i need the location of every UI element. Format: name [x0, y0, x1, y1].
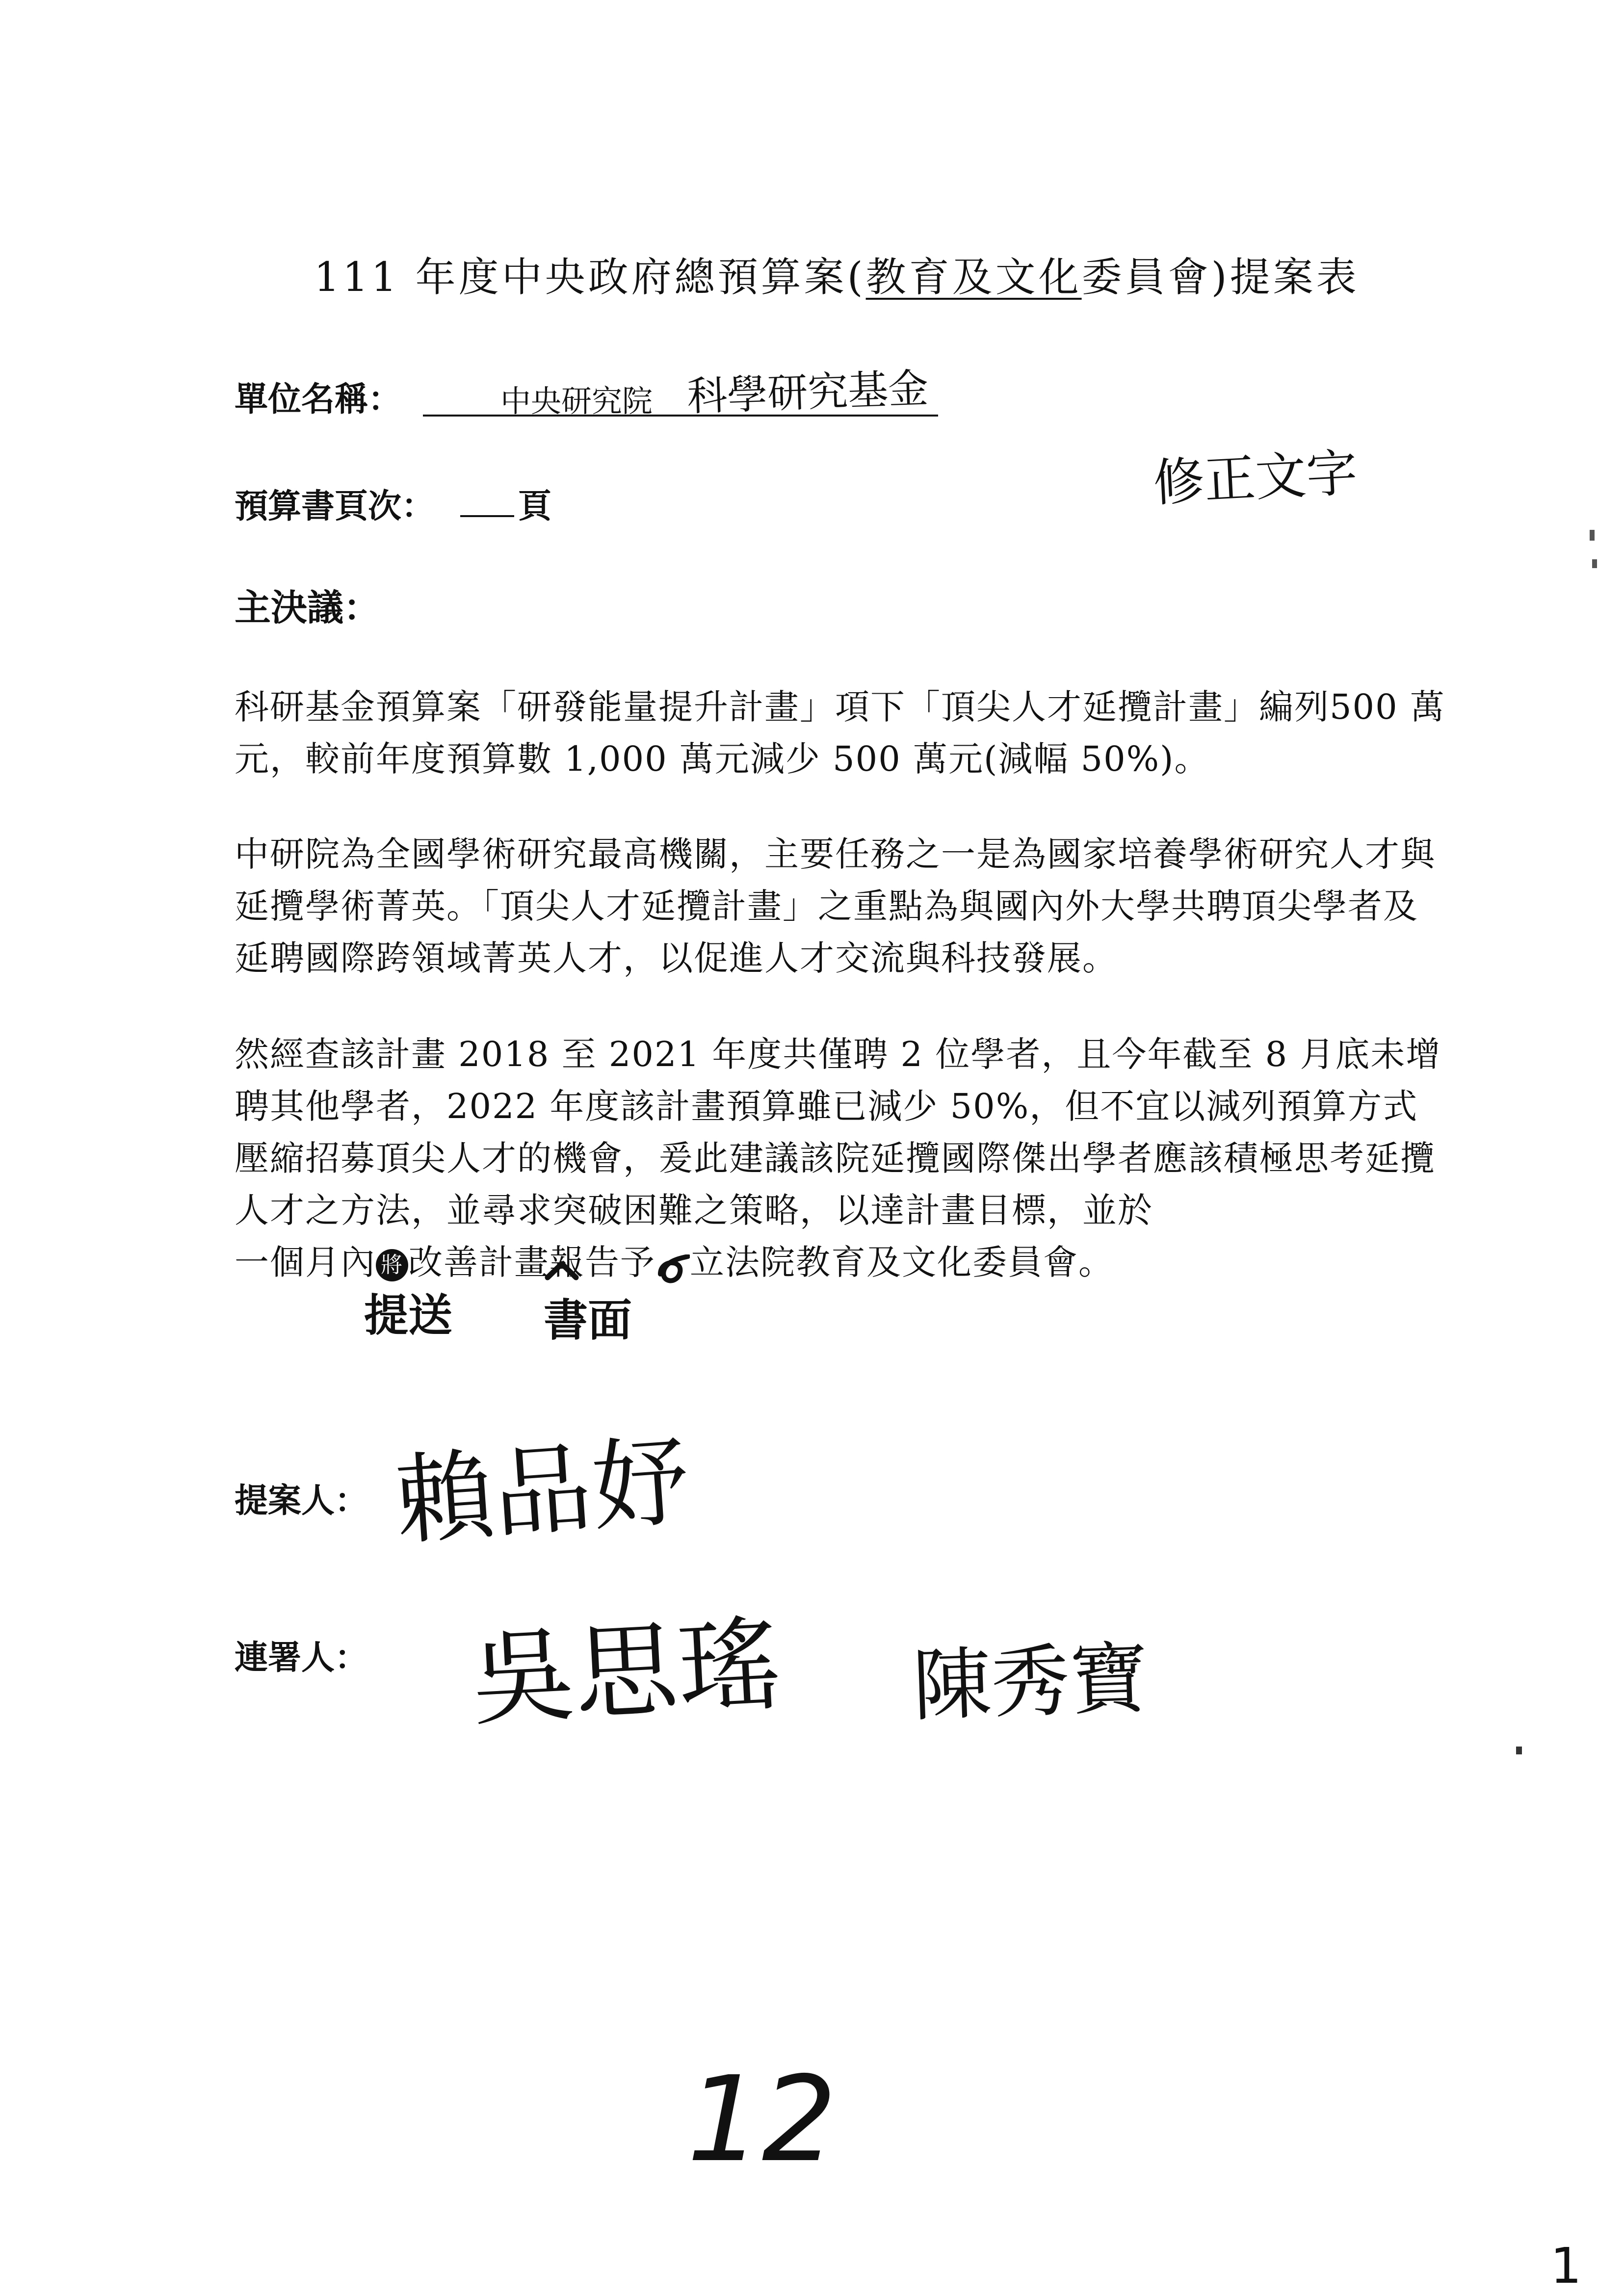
circled-insertion-mark: 將 [376, 1249, 408, 1281]
cosigner-signature-1: 吳思瑤 [468, 1604, 784, 1741]
scan-speckle [1516, 1747, 1522, 1754]
last-line-end: 立法院教育及文化委員會。 [690, 1242, 1114, 1282]
page-ref-label: 預算書頁次： [235, 487, 435, 526]
scan-speckle [1590, 530, 1595, 541]
paragraph-3 [235, 1028, 1451, 1288]
deletion-loop-mark [655, 1249, 690, 1281]
proposer-label: 提案人： [235, 1481, 368, 1520]
page-ref-blank [460, 515, 514, 517]
paragraph-1 [235, 681, 1451, 785]
form-title [314, 245, 1360, 303]
title-committee: 教育及文化 [865, 254, 1082, 301]
corner-mark: 1 [1550, 2237, 1582, 2295]
unit-printed-value: 中央研究院 [500, 383, 653, 419]
unit-label: 單位名稱： [235, 380, 402, 419]
insert-annotation-1: 提送 [364, 1290, 452, 1341]
cosigner-label: 連署人： [235, 1638, 368, 1677]
paragraph-2 [235, 828, 1451, 984]
paragraph-1-text: 科研基金預算案「研發能量提升計畫」項下「頂尖人才延攬計畫」編列500 萬元，較前年度預算數 1,000 萬元減少 500 萬元(減幅 50%)。 [235, 687, 1445, 779]
title-suffix: 委員會)提案表 [1081, 254, 1360, 301]
cosigner-signature-2: 陳秀寶 [911, 1632, 1150, 1732]
proposer-signature: 賴品妤 [392, 1424, 694, 1559]
correction-note: 修正文字 [1152, 443, 1359, 513]
page-ref-unit: 頁 [518, 487, 552, 526]
paragraph-2-text: 中研院為全國學術研究最高機關，主要任務之一是為國家培養學術研究人才與延攬學術菁英。「頂尖人才延攬計畫」之重點為與國內外大學共聘頂尖學者及延聘國際跨領域菁英人才，以促進人才交流與科技發展。 [235, 834, 1436, 978]
last-line-start: 一個月內 [235, 1242, 376, 1282]
title-prefix: 111 年度中央政府總預算案( [314, 254, 866, 301]
insertion-caret [545, 1261, 579, 1280]
scan-speckle [1592, 559, 1597, 568]
unit-handwritten-value: 科學研究基金 [686, 365, 929, 420]
last-line-mid2: 報告予 [550, 1242, 655, 1282]
insert-annotation-2: 書面 [544, 1295, 632, 1346]
resolution-label: 主決議： [235, 587, 380, 629]
paragraph-3-text: 然經查該計畫 2018 至 2021 年度共僅聘 2 位學者，且今年截至 8 月底未增聘其他學者，2022 年度該計畫預算雖已減少 50%，但不宜以減列預算方式壓縮招募頂尖人才的機會，爰此建議該院延攬國際傑出學者應該積極思考延攬人才之方法，並尋求突破困難之策略，以達計畫目標，並於 [235, 1034, 1441, 1230]
last-line-mid: 改善計畫 [408, 1242, 550, 1282]
page-number: 12 [687, 2051, 837, 2188]
